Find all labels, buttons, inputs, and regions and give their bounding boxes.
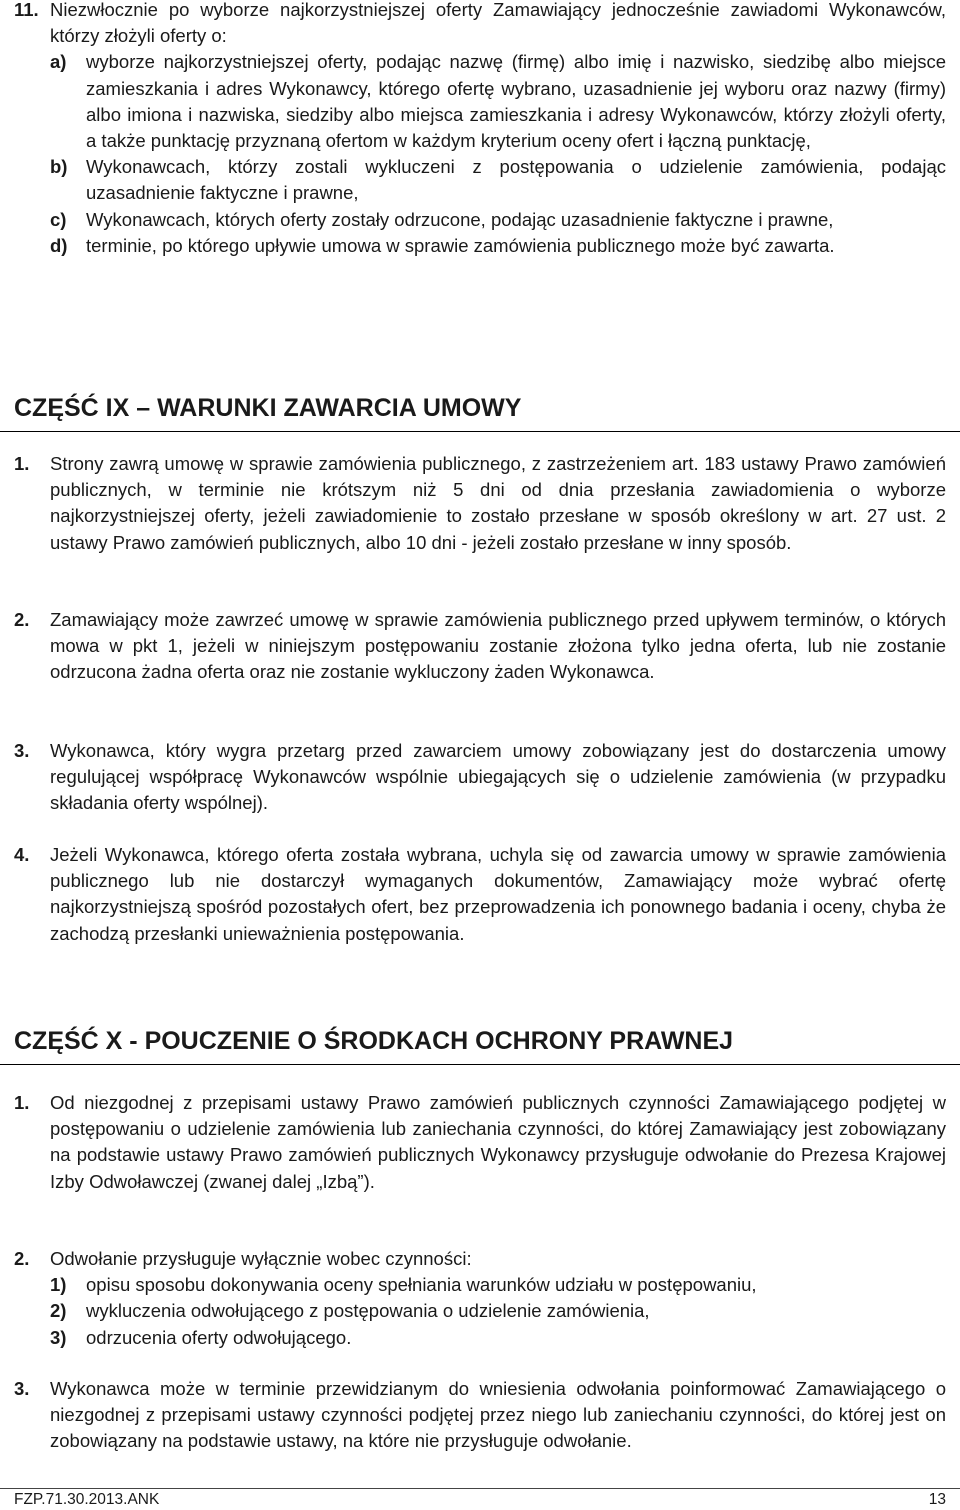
list-text: Wykonawcach, którzy zostali wykluczeni z postępowania o udzielenie zamówienia, podając uzasadnienie faktyczne i prawne, [86, 156, 946, 204]
item-number: 3. [14, 740, 30, 761]
section-11 [14, 0, 946, 259]
item-number: 11. [14, 0, 39, 20]
page-footer [0, 1488, 960, 1510]
list-letter: a) [50, 51, 67, 73]
document-id: FZP.71.30.2013.ANK [14, 1491, 160, 1508]
part-10-item-1 [14, 1090, 946, 1195]
item-text: Wykonawca może w terminie przewidzianym do wniesienia odwołania poinformować Zamawiającego o niezgodnej z przepisami ustawy czynności podjętej przez niego lub zaniechaniu czynności, do której jest on zobowiązany na podstawie ustawy, na które nie przysługuje odwołanie. [50, 1378, 946, 1452]
item-number: 1. [14, 1092, 30, 1113]
list-letter: d) [50, 234, 68, 256]
item-text: Jeżeli Wykonawca, którego oferta została wybrana, uchyla się od zawarcia umowy w sprawie zamówienia publicznego lub nie dostarczył wymaganych dokumentów, Zamawiający może wybrać ofertę najkorzystniejszą spośród pozostałych ofert, bez przeprowadzenia ich ponownego badania i oceny, chyba że zachodzą przesłanki unieważnienia postępowania. [50, 844, 946, 944]
list-letter: b) [50, 156, 68, 178]
part-10-item-2-list [14, 1272, 946, 1351]
item-text: Strony zawrą umowę w sprawie zamówienia publicznego, z zastrzeżeniem art. 183 ustawy Prawo zamówień publicznych, w terminie nie krótszym niż 5 dni od dnia przesłania zawiadomienia o wyborze najkorzystniejszej oferty, jeżeli zawiadomienie to zostało przesłane w sposób określony w art. 27 ust. 2 ustawy Prawo zamówień publicznych, albo 10 dni - jeżeli zostało przesłane w inny sposób. [50, 453, 946, 553]
page-number: 13 [928, 1491, 946, 1508]
section-heading-text: CZĘŚĆ IX – WARUNKI ZAWARCIA UMOWY [14, 394, 522, 422]
item-number: 3. [14, 1378, 30, 1399]
list-text: Wykonawcach, których oferty zostały odrzucone, podając uzasadnienie faktyczne i prawne, [86, 208, 834, 230]
part-10-item-3 [14, 1376, 946, 1455]
item-number: 4. [14, 844, 30, 865]
part-9-item-3 [14, 738, 946, 817]
list-letter: 1) [50, 1274, 67, 1296]
list-item [50, 154, 946, 206]
list-letter: 3) [50, 1326, 67, 1348]
item-text: Wykonawca, który wygra przetarg przed zawarciem umowy zobowiązany jest do dostarczenia umowy regulującej współpracę Wykonawców wspólnie ubiegających się o udzielenie zamówienia (w przypadku składania oferty wspólnej). [50, 740, 946, 814]
list-item [50, 1298, 946, 1324]
list-text: opisu sposobu dokonywania oceny spełniania warunków udziału w postępowaniu, [86, 1274, 757, 1296]
list-letter: 2) [50, 1300, 67, 1322]
list-letter: c) [50, 208, 67, 230]
section-heading-text: CZĘŚĆ X - POUCZENIE O ŚRODKACH OCHRONY PRAWNEJ [14, 1027, 734, 1055]
part-9-item-2 [14, 607, 946, 686]
list-item [50, 49, 946, 154]
item-text: Niezwłocznie po wyborze najkorzystniejszej oferty Zamawiający jednocześnie zawiadomi Wykonawców, którzy złożyli oferty o: [50, 0, 946, 47]
list-text: terminie, po którego upływie umowa w sprawie zamówienia publicznego może być zawarta. [86, 234, 835, 256]
list-item [50, 1272, 946, 1298]
item-text: Odwołanie przysługuje wyłącznie wobec czynności: [50, 1248, 472, 1269]
list-item [50, 233, 946, 259]
part-9-item-1 [14, 451, 946, 556]
section-heading-part-10 [0, 1020, 960, 1065]
section-heading-part-9 [0, 387, 960, 432]
part-10-item-2 [14, 1246, 946, 1351]
item-number: 2. [14, 609, 30, 630]
list-text: wyborze najkorzystniejszej oferty, podając nazwę (firmę) albo imię i nazwisko, siedzibę albo miejsce zamieszkania i adres Wykonawcy, którego ofertę wybrano, uzasadnienie jej wyboru oraz nazwy (firmy) albo imiona i nazwiska, siedziby albo miejsca zamieszkania i adresy Wykonawców, którzy złożyli oferty, a także punktację przyznaną ofertom w każdym kryterium oceny ofert i łączną punktację, [86, 51, 946, 152]
item-text: Zamawiający może zawrzeć umowę w sprawie zamówienia publicznego przed upływem terminów, o których mowa w pkt 1, jeżeli w niniejszym postępowaniu zostanie złożona tylko jedna oferta, lub nie zostanie odrzucona żadna oferta oraz nie zostanie wykluczony żaden Wykonawca. [50, 609, 946, 683]
item-number: 2. [14, 1248, 30, 1269]
item-number: 1. [14, 453, 30, 474]
list-item [50, 1325, 946, 1351]
list-item [50, 207, 946, 233]
section-11-list [14, 49, 946, 259]
list-text: wykluczenia odwołującego z postępowania o udzielenie zamówienia, [86, 1300, 650, 1322]
section-11-intro [14, 0, 946, 49]
list-text: odrzucenia oferty odwołującego. [86, 1326, 352, 1348]
part-9-item-4 [14, 842, 946, 947]
item-text: Od niezgodnej z przepisami ustawy Prawo zamówień publicznych czynności Zamawiającego podjętej w postępowaniu o udzielenie zamówienia lub zaniechania czynności, do której Zamawiający jest zobowiązany na podstawie ustawy Prawo zamówień publicznych Wykonawcy przysługuje odwołanie do Prezesa Krajowej Izby Odwoławczej (zwanej dalej „Izbą”). [50, 1092, 946, 1192]
